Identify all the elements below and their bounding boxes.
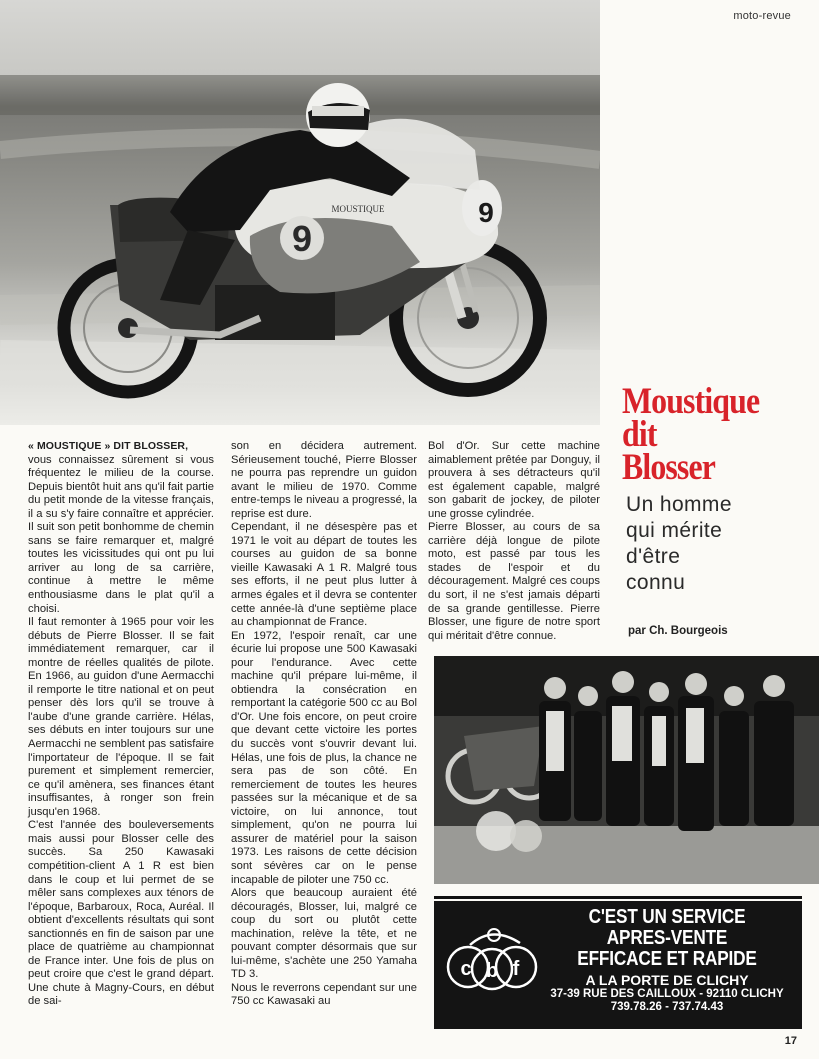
subtitle-line: d'être	[626, 545, 681, 568]
paragraph: Nous le reverrons cependant sur une 750 cc Kawasaki au	[231, 981, 417, 1008]
paragraph: Bol d'Or. Sur cette machine aimablement prêtée par Donguy, il prouvera à ses détracteurs qu'il est également capable, malgré son gabarit de jockey, de piloter une grosse cylindrée.	[428, 440, 600, 520]
paragraph: son en décidera autrement. Sérieusement touché, Pierre Blosser ne pourra pas reprendre un guidon avant le milieu de 1970. Comme entre-temps le niveau a progressé, la reprise est dure.	[231, 440, 417, 520]
article-column-1	[28, 440, 214, 1009]
ad-line: A LA PORTE DE CLICHY	[585, 972, 749, 988]
article-column-2	[231, 440, 417, 1009]
ad-phone: 739.78.26 - 737.74.43	[610, 1000, 724, 1013]
byline: par Ch. Bourgeois	[628, 625, 728, 637]
fairing-name: MOUSTIQUE	[331, 204, 385, 214]
group-photo	[434, 656, 819, 884]
svg-text:f: f	[512, 958, 520, 980]
title-line: Moustique	[622, 381, 760, 422]
cbf-logo-icon	[440, 915, 544, 1005]
fairing-number: 9	[291, 218, 313, 259]
subtitle-line: Un homme	[626, 493, 732, 516]
ad-line: C'EST UN SERVICE	[588, 906, 746, 928]
ad-address: 37-39 RUE DES CAILLOUX - 92110 CLICHY	[550, 988, 784, 1000]
paragraph: vous connaissez sûrement si vous fréquentez le milieu de la course. Depuis bientôt huit ans qu'il fait partie du petit monde de la vitesse français, il a su s'y faire connaître et apprécier. Il suit son petit bonhomme de chemin sans se faire remarquer et, malgré toutes les vicissitudes qui ont pu lui arriver au long de sa carrière, continue à mettre le même enthousiasme dans le plat qu'il a choisi.	[28, 453, 214, 615]
masthead: moto-revue	[733, 10, 791, 22]
title-line: Blosser	[622, 447, 715, 488]
paragraph: C'est l'année des bouleversements mais aussi pour Blosser celle des succès. Sa 250 Kawasaki compétition-client A 1 R est bien dans le coup et lui permet de se mêler sans complexes aux ténors de l'époque, Barbaroux, Roca, Auréal. Il obtient d'excellents résultats qui sont sanctionnés en fin de saison par une place de quatrième au championnat de France inter. Une fois de plus on peut croire que c'est le grand départ. Une chute à Magny-Cours, en début de sai-	[28, 819, 214, 1008]
article-title	[622, 381, 785, 488]
subtitle-line: qui mérite	[626, 519, 723, 542]
article-lead-in: « MOUSTIQUE » DIT BLOSSER,	[28, 440, 189, 452]
article-subtitle	[622, 492, 812, 596]
ad-text	[534, 907, 800, 1013]
subtitle-line: connu	[626, 571, 686, 594]
paragraph: En 1972, l'espoir renaît, car une écurie lui propose une 500 Kawasaki pour l'endurance. Avec cette machine qu'il prépare lui-même, il obtiendra la consécration en remportant la catégorie 500 cc au Bol d'Or. Une fois encore, on peut croire que devant cette victoire les portes du succès vont s'ouvrir devant lui. Hélas, une fois de plus, la chance ne sera pas de son côté. En remerciement de toutes les heures passées sur la mécanique et de sa victoire, on lui annonce, tout simplement, qu'on ne pourra lui assurer de matériel pour la saison 1973. Les raisons de cette décision sont sévères car on le pense incapable de piloter une 750 cc.	[231, 629, 417, 886]
hero-photo	[0, 0, 600, 425]
paragraph: Pierre Blosser, au cours de sa carrière déjà longue de pilote moto, est passé par tous les stades de l'espoir et du découragement. Malgré ces coups du sort, il ne s'est jamais départi de sa grande gentillesse. Pierre Blosser, une figure de notre sport qui méritait d'être connue.	[428, 521, 600, 642]
paragraph: Alors que beaucoup auraient été découragés, Blosser, lui, malgré ce coup du sort ou plutôt cette machination, relève la tête, et ne pouvant compter désormais que sur lui-même, s'achète une 250 Yamaha TD 3.	[231, 887, 417, 981]
title-line: dit	[622, 414, 657, 455]
page-number: 17	[784, 1035, 797, 1047]
advertisement	[434, 901, 802, 1029]
paragraph: Il faut remonter à 1965 pour voir les débuts de Pierre Blosser. Il se fait immédiatement remarquer, car il montre de réelles qualités de pilote. En 1966, au guidon d'une Aermacchi il remporte le titre national et on peut penser dès lors qu'il se trouve à l'aube d'une grande carrière. Hélas, ses débuts en inter toujours sur une Aermacchi ne semblent pas satisfaire l'importateur de l'époque. Il se fait purement et simplement remercier, ce qu'il amènera, ses finances étant insuffisantes, à ronger son frein jusqu'en 1968.	[28, 616, 214, 818]
motorcycle-racer-illustration	[0, 0, 600, 425]
ad-line: EFFICACE ET RAPIDE	[577, 948, 757, 970]
group-of-men-illustration	[434, 656, 819, 884]
article-column-3	[428, 440, 600, 643]
svg-text:c: c	[460, 958, 472, 980]
svg-text:b: b	[485, 960, 499, 982]
ad-line: APRES-VENTE	[606, 927, 728, 949]
ad-top-rule	[434, 896, 802, 899]
nose-number: 9	[478, 197, 494, 228]
article-title-block	[622, 381, 812, 596]
paragraph: Cependant, il ne désespère pas et 1971 le voit au départ de toutes les courses au guidon de sa bonne vieille Kawasaki A 1 R. Malgré tous ses efforts, il ne peut plus lutter à armes égales et il devra se contenter cette année-là d'une septième place au championnat de France.	[231, 521, 417, 629]
